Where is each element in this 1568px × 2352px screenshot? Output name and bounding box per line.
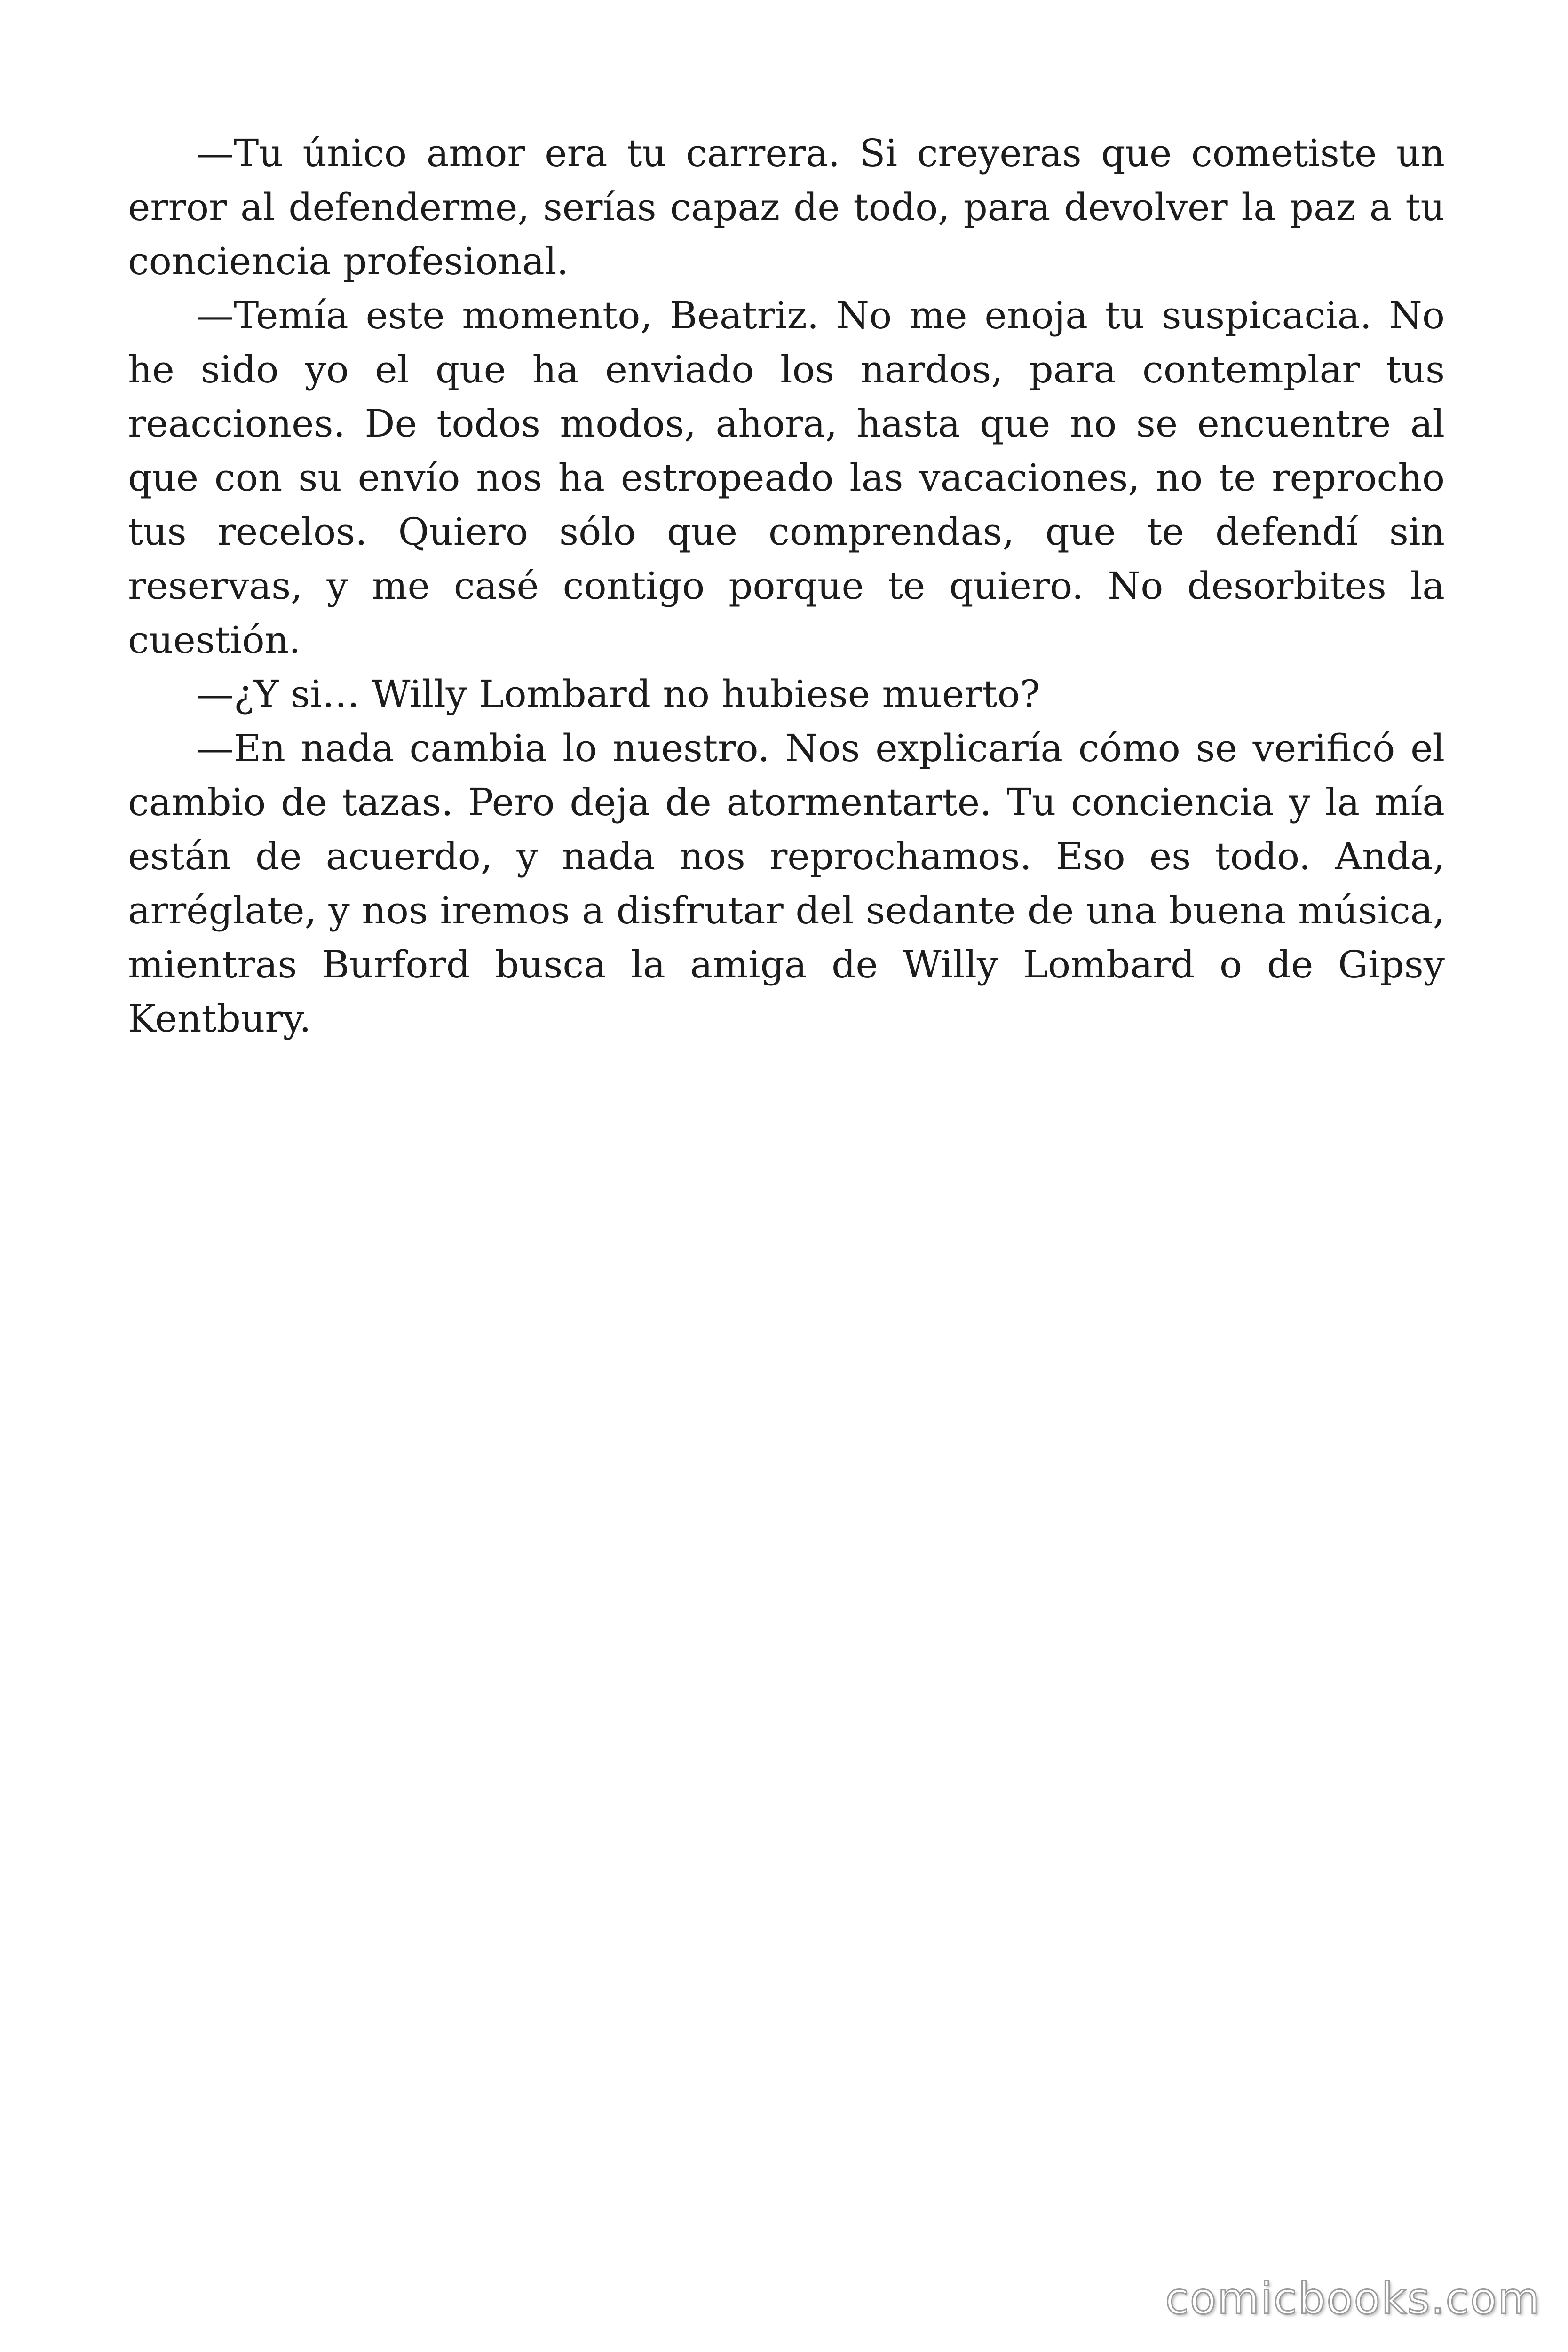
paragraph-1: —Tu único amor era tu carrera. Si creyeras que cometiste un error al defenderme, serías capaz de todo, para devolver la paz a tu conciencia profesional. (128, 131, 1445, 283)
paragraph-4: —En nada cambia lo nuestro. Nos explicaría cómo se verificó el cambio de tazas. Pero deja de atormentarte. Tu conciencia y la mía están de acuerdo, y nada nos reprochamos. Eso es todo. Anda, arréglate, y nos iremos a disfrutar del sedante de una buena música, mientras Burford busca la amiga de Willy Lombard o de Gipsy Kentbury. (128, 726, 1445, 1041)
paragraph-3: —¿Y si… Willy Lombard no hubiese muerto? (196, 672, 1040, 716)
page-text (128, 126, 1445, 1046)
watermark: comicbooks.com (1165, 2273, 1541, 2324)
paragraph-2: —Temía este momento, Beatriz. No me enoja tu suspicacia. No he sido yo el que ha enviado los nardos, para contemplar tus reacciones. De todos modos, ahora, hasta que no se encuentre al que con su envío nos ha estropeado las vacaciones, no te reprocho tus recelos. Quiero sólo que comprendas, que te defendí sin reservas, y me casé contigo porque te quiero. No desorbites la cuestión. (128, 294, 1445, 662)
